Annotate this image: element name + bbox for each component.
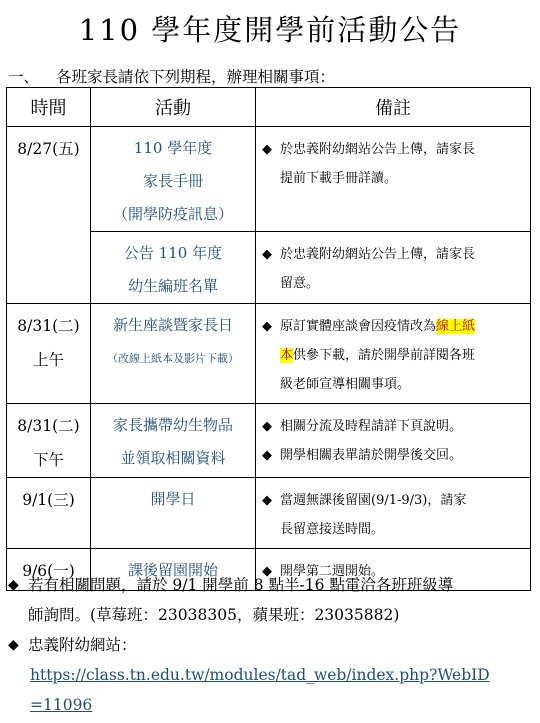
note-item [262,312,526,399]
diamond-bullet-icon: ◆ [262,493,272,508]
note-line-text: 級老師宣導相關事項。 [280,377,411,392]
table-row [7,127,531,232]
activity-text: 110 學年度 [133,139,213,157]
intro-line [8,65,335,87]
note-text: 相關分流及時程請詳下頁說明。 [280,419,463,434]
activity-text: 課後留園開始 [127,561,218,579]
note-line-text: 長留意接送時間。 [280,522,385,537]
activity-text: （開學防疫訊息） [112,205,233,223]
date-cell [7,404,91,478]
footer-notes [8,570,528,720]
website-link-continued[interactable]: =11096 [30,696,93,714]
note-item [262,486,526,544]
activity-text: 並領取相關資料 [120,449,226,467]
activity-subtext: （改線上紙本及影片下載） [107,352,239,365]
footer-line-text: 若有相關問題，請於 9/1 開學前 8 點半-16 點電洽各班班級導 [28,576,454,594]
note-line-text: 供參下載，請於開學前詳閱各班 [293,348,476,363]
note-item [262,412,526,441]
diamond-bullet-icon: ◆ [8,637,19,653]
activity-cell [91,404,256,478]
date-cell [7,304,91,404]
website-link[interactable]: https://class.tn.edu.tw/modules/tad_web/index.php?WebID [30,666,490,684]
activity-text: 家長攜帶幼生物品 [112,416,233,434]
table-row [7,404,531,478]
note-text [280,240,526,298]
note-line-text: 於忠義附幼網站公告上傳，請家長 [280,247,476,262]
table-header-row [7,88,531,127]
diamond-bullet-icon: ◆ [262,564,272,579]
date-text: 9/1(三) [22,491,75,509]
diamond-bullet-icon: ◆ [262,419,272,434]
highlighted-text: 線上紙 [436,319,476,334]
header-date: 時間 [7,88,91,127]
activity-text: 家長手冊 [142,172,203,190]
date-text: 8/31(二) [17,317,80,335]
footer-line-text: 師詢問。(草莓班：23038305，蘋果班：23035882) [28,606,400,624]
note-text: 開學第二週開始。 [280,564,385,579]
table-row [7,304,531,404]
note-line-text: 原訂實體座談會因疫情改為 [280,319,437,334]
note-cell [256,232,531,304]
diamond-bullet-icon: ◆ [262,319,272,334]
website-link-block[interactable] [8,660,528,720]
page-title: 110 學年度開學前活動公告 [78,13,462,47]
note-cell [256,478,531,549]
note-item [262,135,526,193]
note-line-text: 留意。 [280,276,320,291]
activity-text: 新生座談暨家長日 [112,316,233,334]
footer-item [8,630,528,660]
intro-text: 各班家長請依下列期程，辦理相關事項： [56,68,336,86]
footer-item [8,570,528,630]
activity-cell [91,127,256,232]
note-item [262,240,526,298]
note-line-text: 於忠義附幼網站公告上傳，請家長 [280,142,476,157]
schedule-table [6,87,531,591]
website-label: 忠義附幼網站： [28,636,137,654]
date-text: 8/31(二) [17,417,80,435]
note-cell [256,127,531,232]
time-of-day-text: 上午 [32,351,64,369]
activity-text: 幼生編班名單 [127,277,218,295]
footer-text [28,570,453,630]
activity-cell [91,232,256,304]
activity-cell [91,304,256,404]
diamond-bullet-icon: ◆ [262,448,272,463]
highlighted-text: 本 [280,348,294,363]
note-text [280,486,526,544]
time-of-day-text: 下午 [32,451,64,469]
header-activity: 活動 [91,88,256,127]
diamond-bullet-icon: ◆ [8,577,19,593]
date-cell [7,127,91,304]
date-text: 8/27(五) [17,140,80,158]
note-text [280,312,526,399]
activity-cell [91,478,256,549]
note-line-text: 提前下載手冊詳讀。 [280,171,398,186]
table-row [7,478,531,549]
diamond-bullet-icon: ◆ [262,247,272,262]
header-note: 備註 [256,88,531,127]
activity-text: 開學日 [150,490,196,508]
note-text: 開學相關表單請於開學後交回。 [280,448,463,463]
section-number: 一、 [8,68,40,86]
diamond-bullet-icon: ◆ [262,142,272,157]
activity-text: 公告 110 年度 [123,244,223,262]
note-text [280,135,526,193]
date-cell [7,478,91,549]
note-line-text: 當週無課後留園(9/1-9/3)，請家 [280,493,467,508]
note-cell [256,304,531,404]
date-text: 9/6(一) [22,562,75,580]
note-item [262,441,526,470]
note-cell [256,404,531,478]
